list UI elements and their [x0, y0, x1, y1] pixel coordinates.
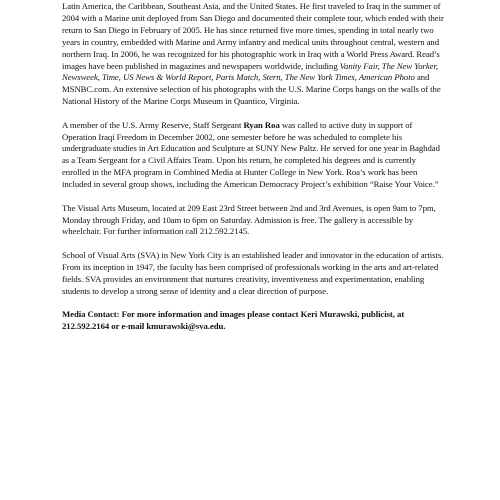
- museum-info-text: The Visual Arts Museum, located at 209 East 23rd Street between 2nd and 3rd Avenues, is open 9am to 7pm, Monday through Friday, and 10am to 6pm on Saturday. Admission is free. The gallery is accessible by wheelchair. For further information call 212.592.2145.: [62, 202, 436, 237]
- paragraph-ryan-roa-bio: [62, 120, 446, 191]
- roa-bio-text-2: was called to active duty in support of Operation Iraqi Freedom in December 2002, one semester before he was scheduled to complete his undergraduate studies in Art Education and Sculpture at SUNY New Paltz. He served for one year in Baghdad as a Team Sergeant for a Civil Affairs Team. Upon his return, he completed his degrees and is currently enrolled in the MFA program in Combined Media at Hunter College in New York. Roa’s work has been included in several group shows, including the American Democracy Project’s exhibition “Raise Your Voice.”: [62, 119, 440, 190]
- school-info-text: School of Visual Arts (SVA) in New York City is an established leader and innovator in the education of artists. From its inception in 1947, the faculty has been comprised of professionals working in the arts and art-related fields. SVA provides an environment that nurtures creativity, inventiveness and experimentation, enabling students to develop a strong sense of identity and a clear direction of purpose.: [62, 249, 444, 296]
- artist-name-ryan-roa: Ryan Roa: [243, 119, 280, 130]
- photographer-bio-text-2: and MSNBC.com. An extensive selection of his photographs with the U.S. Marine Corps hangs on the walls of the National History of the Marine Corps Museum in Quantico, Virginia.: [62, 72, 441, 107]
- media-contact-text: Media Contact: For more information and images please contact Keri Murawski, publicist, at 212.592.2164 or e-mail kmurawski@sva.edu.: [62, 308, 405, 331]
- paragraph-museum-info: [62, 203, 446, 239]
- roa-bio-text-1: A member of the U.S. Army Reserve, Staff Sergeant: [62, 119, 244, 130]
- photographer-bio-text-1: Latin America, the Caribbean, Southeast Asia, and the United States. He first traveled to Iraq in the summer of 2004 with a Marine unit deployed from San Diego and documented their complete tour, which ended with their return to San Diego in February of 2005. He has since returned five more times, spending in total nearly two years in country, embedded with Marine and Army infantry and medical units throughout central, western and northern Iraq. In 2006, he was recognized for his photographic work in Iraq with a World Press Award. Read’s images have been published in magazines and newspapers worldwide, including: [62, 1, 444, 71]
- paragraph-media-contact: [62, 309, 446, 333]
- document-page: [62, 0, 446, 344]
- publication-list: Vanity Fair, The New Yorker, Newsweek, Time, US News & World Report, Paris Match, Stern, The New York Times, American Photo: [62, 60, 438, 83]
- paragraph-school-info: [62, 250, 446, 298]
- paragraph-photographer-bio: [62, 1, 446, 108]
